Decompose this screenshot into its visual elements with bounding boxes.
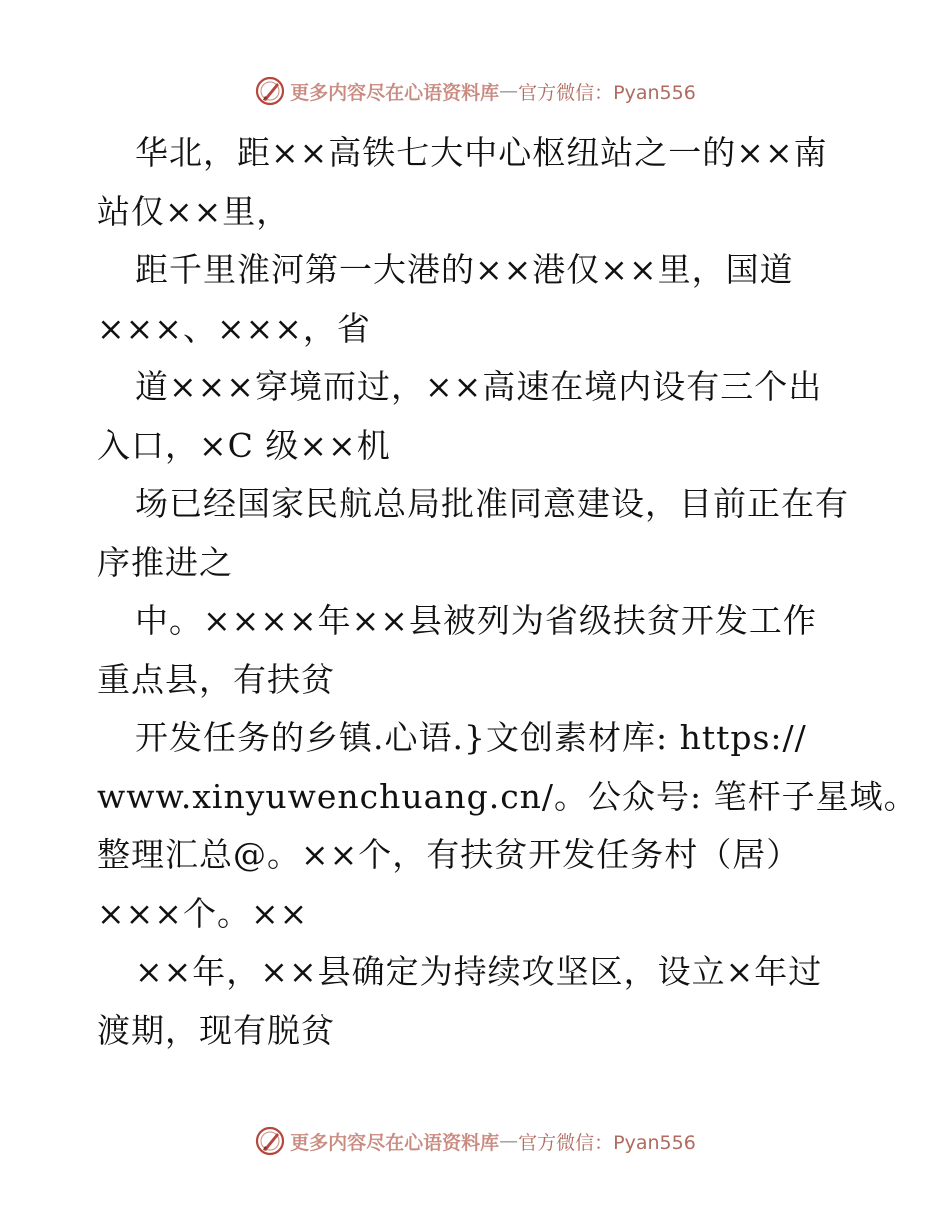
paragraph-line: 入口，×C 级××机: [97, 425, 391, 465]
paragraph-line: 中。××××年××县被列为省级扶贫开发工作: [135, 601, 817, 640]
paragraph-line: www.xinyuwenchuang.cn/。公众号: 笔杆子星域。: [97, 776, 918, 816]
footer-brand-text: 更多内容尽在心语资料库: [290, 1131, 500, 1154]
paragraph-line: 序推进之: [97, 542, 233, 582]
document-body: [97, 124, 918, 1060]
paragraph-line: ××年，××县确定为持续攻坚区，设立×年过: [135, 952, 823, 991]
footer-contact-text: 官方微信：Pyan556: [518, 1131, 696, 1154]
paragraph-line: 渡期，现有脱贫: [97, 1010, 335, 1050]
paragraph-line: ×××个。××: [97, 893, 309, 933]
paragraph-line: 站仅××里，: [97, 191, 291, 231]
paragraph-line: 场已经国家民航总局批准同意建设，目前正在有: [135, 484, 849, 523]
header-brand-text: 更多内容尽在心语资料库: [290, 81, 500, 104]
quill-logo-icon: [254, 75, 286, 107]
header-watermark: [0, 71, 950, 111]
paragraph-line: 距千里淮河第一大港的××港仅××里，国道: [135, 250, 794, 289]
paragraph-line: 华北，距××高铁七大中心枢纽站之一的××南: [135, 133, 828, 172]
paragraph-line: ×××、×××，省: [97, 308, 371, 348]
paragraph-line: 整理汇总@。××个，有扶贫开发任务村（居）: [97, 835, 801, 874]
paragraph-line: 开发任务的乡镇.心语.}文创素材库: https://: [135, 718, 807, 757]
header-contact-text: 官方微信：Pyan556: [518, 81, 696, 104]
footer-separator: —: [499, 1130, 519, 1152]
paragraph-line: 道×××穿境而过，××高速在境内设有三个出: [135, 367, 823, 406]
header-separator: —: [499, 80, 519, 102]
quill-logo-icon: [254, 1125, 286, 1157]
paragraph-line: 重点县，有扶贫: [97, 659, 335, 699]
footer-watermark: [0, 1121, 950, 1161]
